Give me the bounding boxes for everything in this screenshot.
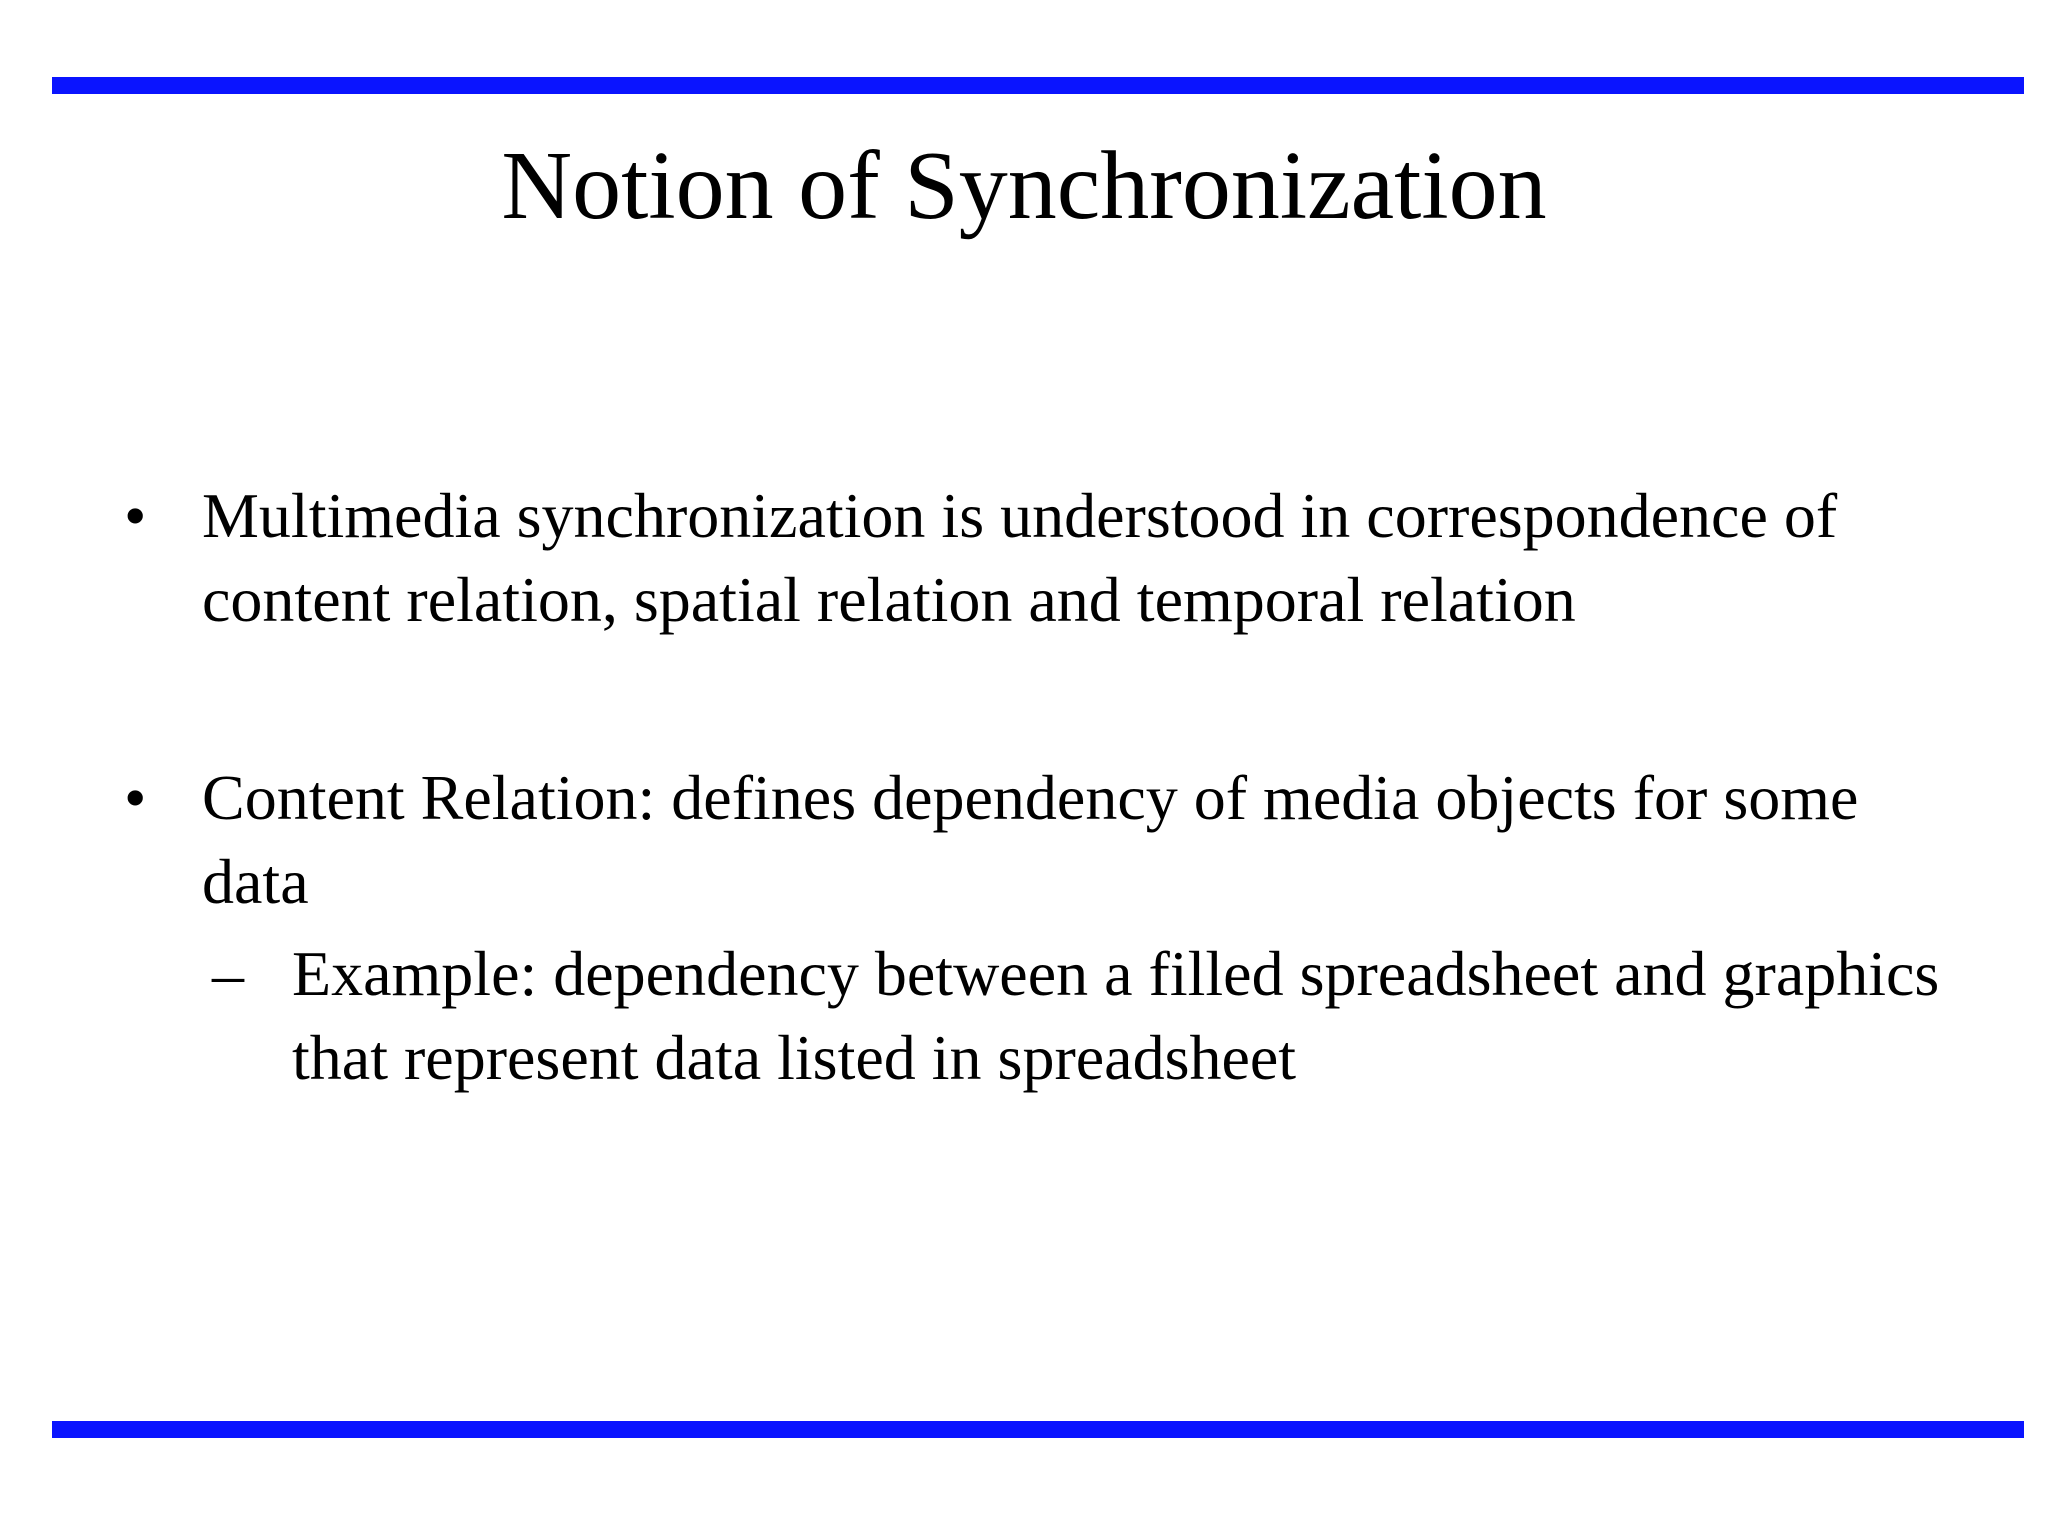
- bullet-marker-2: •: [124, 762, 147, 833]
- bullet-text-1: Multimedia synchronization is understood in correspondence of content relation, spatial relation and temporal relation: [202, 480, 1838, 635]
- bullet-text-2: Content Relation: defines dependency of media objects for some data: [202, 762, 1859, 917]
- bottom-divider: [52, 1421, 2024, 1438]
- sub-bullet-marker-1: –: [212, 938, 244, 1009]
- sub-bullet-text-1: Example: dependency between a filled spreadsheet and graphics that represent data listed in spreadsheet: [292, 938, 1940, 1093]
- bullet-marker-1: •: [124, 480, 147, 551]
- bullet-item-1: [124, 474, 1974, 642]
- bullet-item-2: [124, 756, 1974, 924]
- sub-bullet-item-1: [212, 932, 1972, 1100]
- slide-title: Notion of Synchronization: [501, 132, 1547, 240]
